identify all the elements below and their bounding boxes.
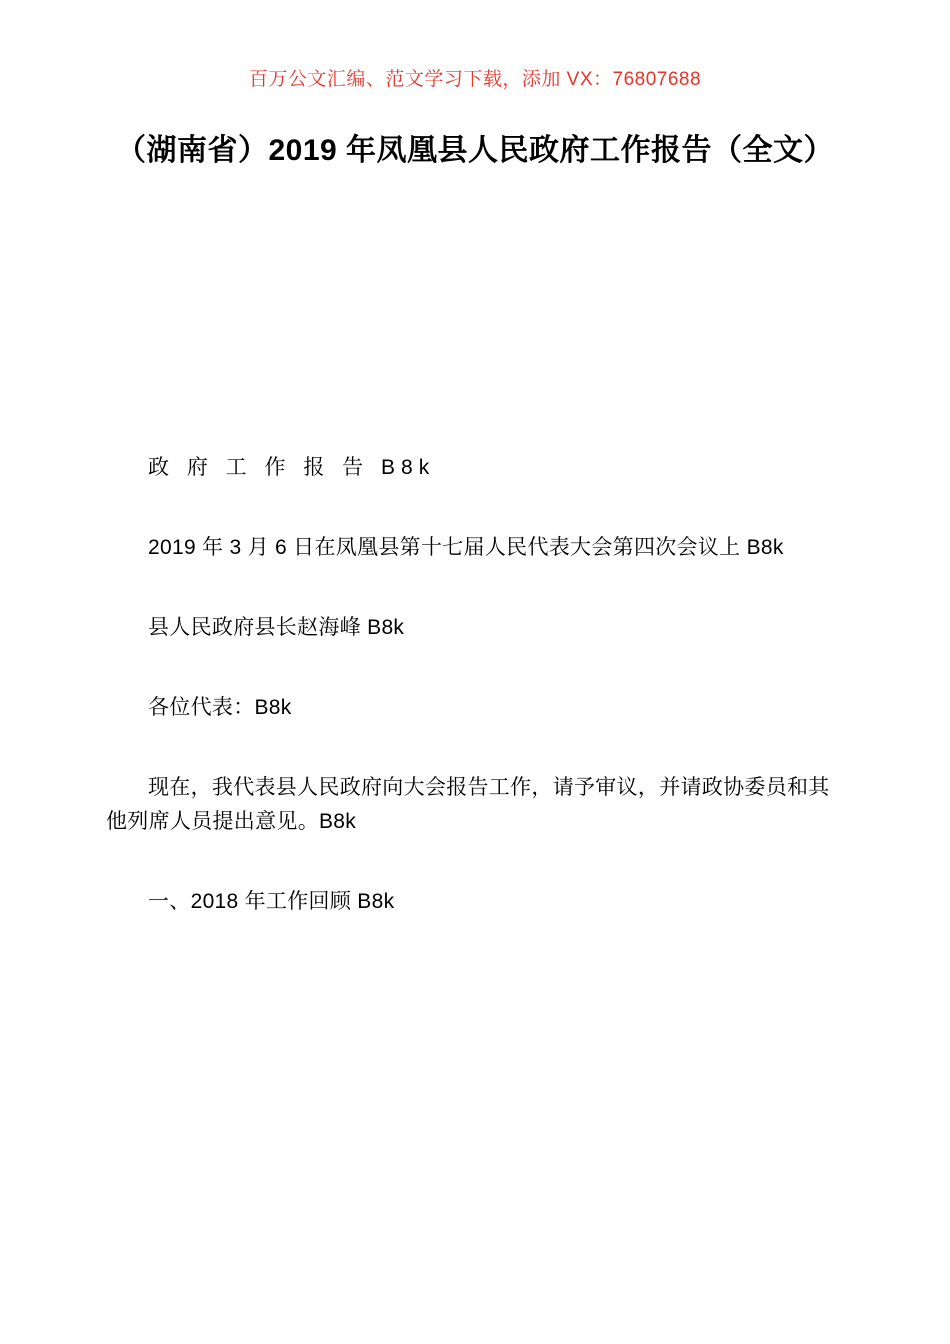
paragraph: 各位代表：B8k [148, 695, 292, 719]
paragraph: 政 府 工 作 报 告 B8k [148, 455, 436, 479]
document-body [106, 451, 844, 919]
paragraph: 一、2018 年工作回顾 B8k [148, 889, 395, 913]
watermark-text: 百万公文汇编、范文学习下载，添加 VX：76807688 [248, 69, 702, 90]
page-title: （湖南省）2019 年凤凰县人民政府工作报告（全文） [115, 134, 835, 167]
paragraph: 县人民政府县长赵海峰 B8k [148, 615, 405, 639]
paragraph: 2019 年 3 月 6 日在凤凰县第十七届人民代表大会第四次会议上 B8k [148, 535, 784, 559]
paragraph: 现在，我代表县人民政府向大会报告工作，请予审议，并请政协委员和其他列席人员提出意见。B8k [106, 775, 830, 833]
